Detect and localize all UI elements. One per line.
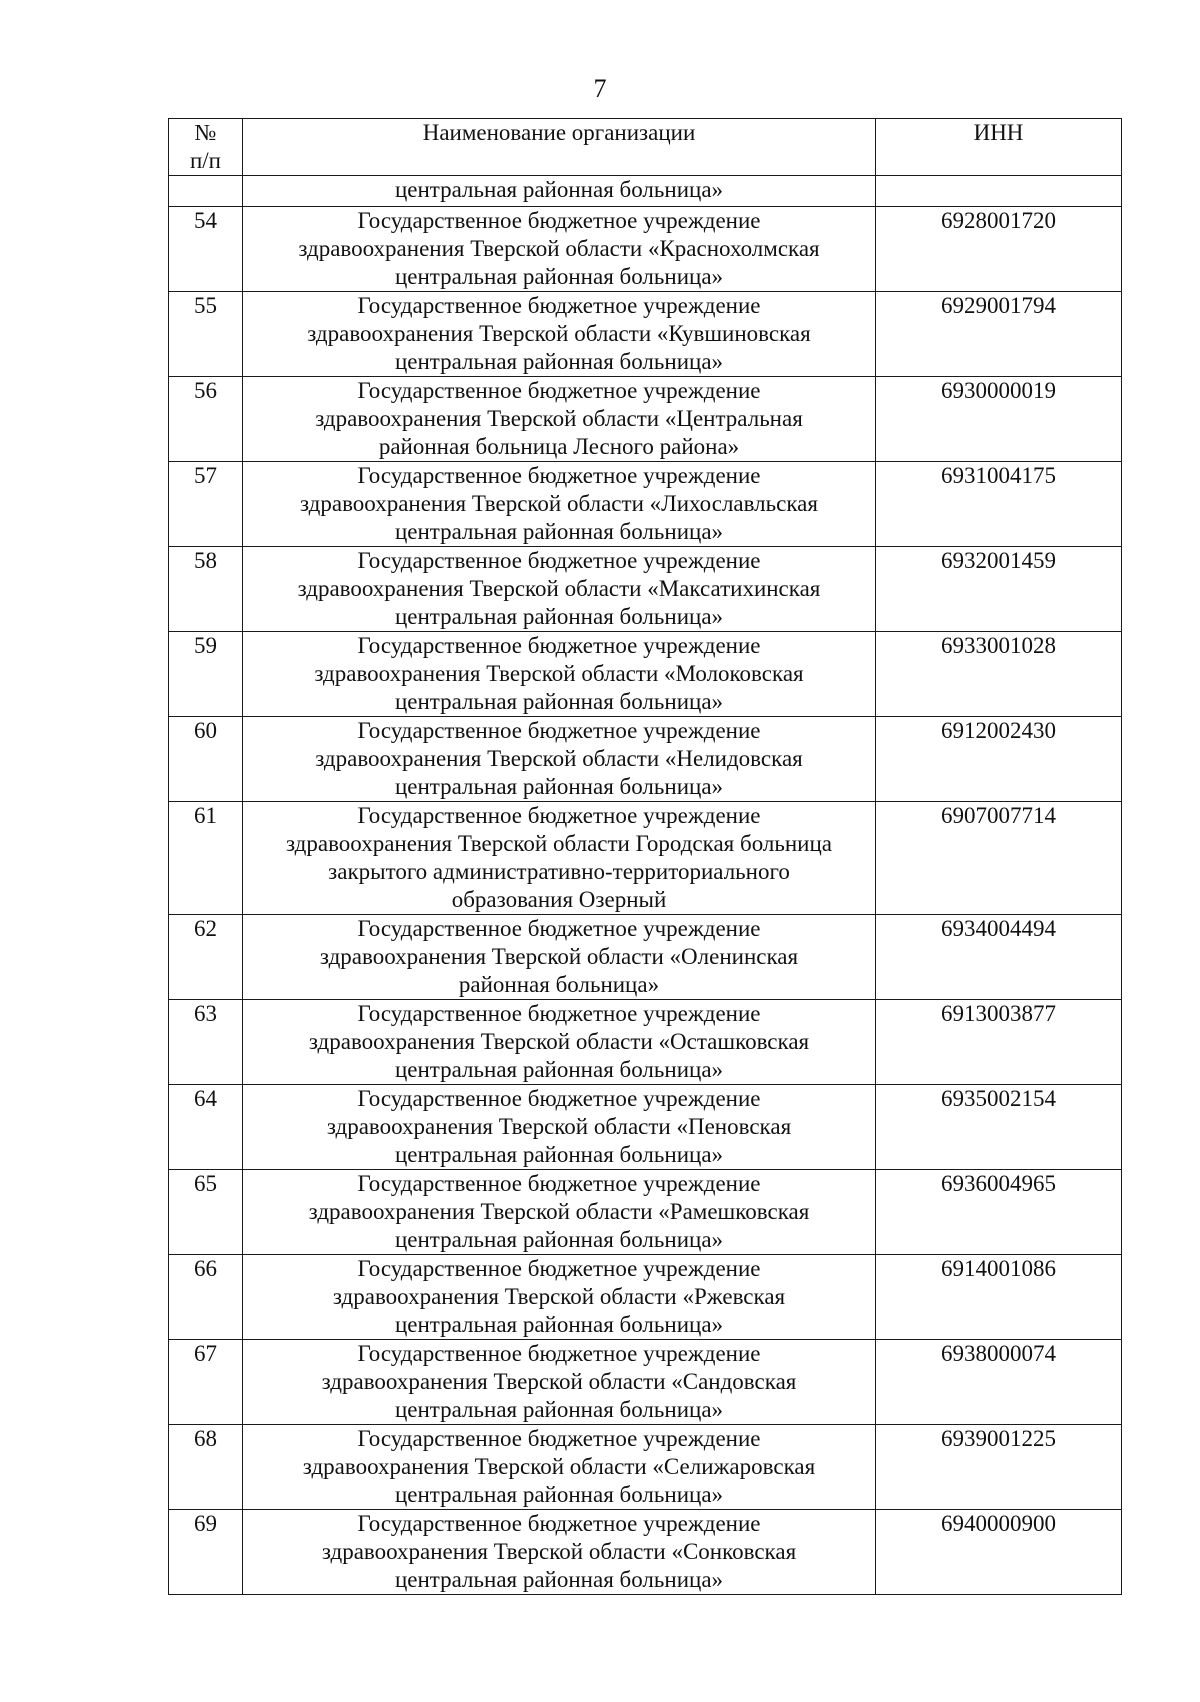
row-num: 55 xyxy=(169,292,243,377)
row-num: 64 xyxy=(169,1085,243,1170)
row-inn: 6939001225 xyxy=(876,1425,1122,1510)
row-name xyxy=(243,1000,876,1085)
header-num-line1: № xyxy=(194,120,217,145)
row-name-line: Государственное бюджетное учреждение xyxy=(357,463,761,488)
row-name-line: образования Озерный xyxy=(451,887,667,912)
row-num: 68 xyxy=(169,1425,243,1510)
row-name-line: Государственное бюджетное учреждение xyxy=(357,293,761,318)
row-name xyxy=(243,1085,876,1170)
row-num: 67 xyxy=(169,1340,243,1425)
row-name xyxy=(243,207,876,292)
row-name-line: здравоохранения Тверской области «Селижаровская xyxy=(302,1454,816,1479)
row-name-line: Государственное бюджетное учреждение xyxy=(357,1256,761,1281)
row-name-line: здравоохранения Тверской области «Сонковская xyxy=(321,1539,797,1564)
row-name-line: центральная районная больница» xyxy=(394,519,724,544)
row-inn: 6932001459 xyxy=(876,547,1122,632)
row-num: 59 xyxy=(169,632,243,717)
row-num: 66 xyxy=(169,1255,243,1340)
row-name xyxy=(243,547,876,632)
header-row xyxy=(169,119,1122,176)
row-name-line: здравоохранения Тверской области «Пеновская xyxy=(326,1114,792,1139)
row-name xyxy=(243,377,876,462)
row-name-line: Государственное бюджетное учреждение xyxy=(357,1426,761,1451)
row-name-line: здравоохранения Тверской области «Ржевская xyxy=(332,1284,786,1309)
row-name-line: районная больница» xyxy=(458,972,660,997)
row-name-line: здравоохранения Тверской области «Максатихинская xyxy=(297,576,821,601)
row-inn: 6907007714 xyxy=(876,802,1122,915)
row-name-line: центральная районная больница» xyxy=(394,1567,724,1592)
continuation-row xyxy=(169,176,1122,207)
table-row xyxy=(169,207,1122,292)
row-inn: 6940000900 xyxy=(876,1510,1122,1595)
row-num: 63 xyxy=(169,1000,243,1085)
row-inn: 6913003877 xyxy=(876,1000,1122,1085)
table-row xyxy=(169,1170,1122,1255)
row-inn: 6928001720 xyxy=(876,207,1122,292)
header-num-line2: п/п xyxy=(189,148,221,173)
row-name-line: центральная районная больница» xyxy=(394,1397,724,1422)
row-name-line: Государственное бюджетное учреждение xyxy=(357,1086,761,1111)
row-name-line: Государственное бюджетное учреждение xyxy=(357,208,761,233)
row-name-line: здравоохранения Тверской области «Осташковская xyxy=(308,1029,810,1054)
table-body xyxy=(169,176,1122,1595)
row-inn: 6912002430 xyxy=(876,717,1122,802)
table-row xyxy=(169,915,1122,1000)
row-name-line: Государственное бюджетное учреждение xyxy=(357,1171,761,1196)
row-num: 58 xyxy=(169,547,243,632)
row-num: 69 xyxy=(169,1510,243,1595)
row-inn: 6930000019 xyxy=(876,377,1122,462)
row-name-line: здравоохранения Тверской области «Кувшиновская xyxy=(307,321,811,346)
table-header xyxy=(169,119,1122,176)
row-num: 60 xyxy=(169,717,243,802)
header-name: Наименование организации xyxy=(243,119,876,176)
row-name xyxy=(243,1510,876,1595)
header-inn: ИНН xyxy=(876,119,1122,176)
row-name-line: Государственное бюджетное учреждение xyxy=(357,1001,761,1026)
row-name-line: центральная районная больница» xyxy=(394,1227,724,1252)
row-name-line: центральная районная больница» xyxy=(394,349,724,374)
table-row xyxy=(169,547,1122,632)
row-name xyxy=(243,1170,876,1255)
row-name xyxy=(243,632,876,717)
row-name xyxy=(243,1340,876,1425)
row-inn: 6933001028 xyxy=(876,632,1122,717)
table-row xyxy=(169,1255,1122,1340)
table-row xyxy=(169,717,1122,802)
row-name-line: центральная районная больница» xyxy=(394,1312,724,1337)
row-name-line: здравоохранения Тверской области «Рамешковская xyxy=(308,1199,810,1224)
page-number: 7 xyxy=(593,74,607,103)
row-name-line: центральная районная больница» xyxy=(394,264,724,289)
row-name-line: здравоохранения Тверской области «Центральная xyxy=(315,406,803,431)
row-name xyxy=(243,1425,876,1510)
row-num: 54 xyxy=(169,207,243,292)
row-name-line: здравоохранения Тверской области «Молоковская xyxy=(314,661,804,686)
table-row xyxy=(169,1000,1122,1085)
row-name-line: закрытого административно-территориального xyxy=(328,859,790,884)
row-name xyxy=(243,717,876,802)
row-inn: 6914001086 xyxy=(876,1255,1122,1340)
row-num: 56 xyxy=(169,377,243,462)
header-num xyxy=(169,119,243,176)
row-name: центральная районная больница» xyxy=(243,176,876,207)
table-row xyxy=(169,292,1122,377)
table-row xyxy=(169,802,1122,915)
row-name-line: центральная районная больница» xyxy=(394,1482,724,1507)
row-name-line: Государственное бюджетное учреждение xyxy=(357,548,761,573)
row-name-line: здравоохранения Тверской области «Оленинская xyxy=(319,944,799,969)
row-inn: 6929001794 xyxy=(876,292,1122,377)
row-name xyxy=(243,915,876,1000)
row-inn xyxy=(876,176,1122,207)
row-name-line: здравоохранения Тверской области Городская больница xyxy=(285,831,832,856)
table-row xyxy=(169,1340,1122,1425)
row-name-line: Государственное бюджетное учреждение xyxy=(357,633,761,658)
table-row xyxy=(169,632,1122,717)
row-name xyxy=(243,802,876,915)
row-name-line: центральная районная больница» xyxy=(394,689,724,714)
row-name xyxy=(243,462,876,547)
row-inn: 6934004494 xyxy=(876,915,1122,1000)
table-row xyxy=(169,1510,1122,1595)
organizations-table xyxy=(168,118,1122,1595)
row-name-line: здравоохранения Тверской области «Нелидовская xyxy=(315,746,803,771)
table-row xyxy=(169,462,1122,547)
row-inn: 6938000074 xyxy=(876,1340,1122,1425)
row-name-line: центральная районная больница» xyxy=(394,604,724,629)
row-inn: 6935002154 xyxy=(876,1085,1122,1170)
table-row xyxy=(169,377,1122,462)
row-name-line: Государственное бюджетное учреждение xyxy=(357,803,761,828)
row-name-line: районная больница Лесного района» xyxy=(378,434,740,459)
row-name-line: здравоохранения Тверской области «Лихославльская xyxy=(300,491,818,516)
row-name xyxy=(243,1255,876,1340)
row-name-line: центральная районная больница» xyxy=(394,1057,724,1082)
row-name-line: Государственное бюджетное учреждение xyxy=(357,1341,761,1366)
table-row xyxy=(169,1425,1122,1510)
row-num: 62 xyxy=(169,915,243,1000)
row-name-line: Государственное бюджетное учреждение xyxy=(357,1511,761,1536)
row-name-line: центральная районная больница» xyxy=(394,774,724,799)
row-name-line: Государственное бюджетное учреждение xyxy=(357,378,761,403)
row-name xyxy=(243,292,876,377)
table-row xyxy=(169,1085,1122,1170)
row-num: 65 xyxy=(169,1170,243,1255)
row-num: 57 xyxy=(169,462,243,547)
row-num xyxy=(169,176,243,207)
row-name-line: здравоохранения Тверской области «Сандовская xyxy=(321,1369,797,1394)
row-inn: 6931004175 xyxy=(876,462,1122,547)
row-name-line: Государственное бюджетное учреждение xyxy=(357,718,761,743)
row-num: 61 xyxy=(169,802,243,915)
row-name-line: здравоохранения Тверской области «Краснохолмская xyxy=(298,236,820,261)
row-name-line: центральная районная больница» xyxy=(394,1142,724,1167)
row-name-line: Государственное бюджетное учреждение xyxy=(357,916,761,941)
row-inn: 6936004965 xyxy=(876,1170,1122,1255)
